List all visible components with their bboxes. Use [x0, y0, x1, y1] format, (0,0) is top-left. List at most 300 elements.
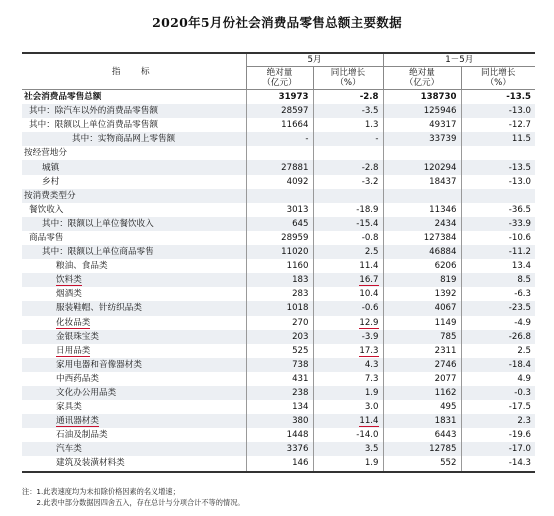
cell-value: 12785	[429, 444, 457, 455]
cell-value: -0.6	[361, 303, 379, 314]
cell-m-yoy	[313, 442, 383, 456]
row-label	[22, 358, 246, 372]
cell-y-abs	[383, 316, 461, 330]
table-row	[22, 344, 535, 358]
cell-value: -0.8	[361, 232, 379, 243]
cell-m-abs	[246, 273, 313, 287]
cell-y-yoy	[461, 372, 535, 386]
cell-y-yoy	[461, 146, 535, 160]
table-row	[22, 456, 535, 471]
row-label-text: 烟酒类	[56, 289, 82, 300]
cell-value: 2746	[434, 359, 457, 370]
cell-y-yoy	[461, 287, 535, 301]
cell-m-abs	[246, 146, 313, 160]
month-group-header: 5月	[246, 53, 383, 67]
table-row	[22, 400, 535, 414]
cell-value: 11664	[281, 120, 309, 131]
cell-value: 12.9	[359, 317, 379, 328]
row-label	[22, 146, 246, 160]
table-row	[22, 301, 535, 315]
row-label-text: 建筑及装潢材料类	[56, 458, 125, 469]
cell-y-abs	[383, 160, 461, 174]
cell-m-abs	[246, 358, 313, 372]
cell-m-abs	[246, 160, 313, 174]
cell-value: -15.4	[356, 218, 379, 229]
cell-m-yoy	[313, 287, 383, 301]
cell-value: 738	[292, 359, 309, 370]
cell-value: -3.2	[361, 176, 379, 187]
cell-y-yoy	[461, 259, 535, 273]
cell-value: 1162	[434, 388, 457, 399]
cell-m-abs	[246, 189, 313, 203]
row-label-text: 商品零售	[29, 232, 64, 243]
table-row	[22, 287, 535, 301]
cell-m-yoy	[313, 456, 383, 471]
cell-value: -2.8	[359, 92, 379, 103]
row-label	[22, 456, 246, 471]
cell-y-yoy	[461, 203, 535, 217]
row-label-text: 其中：除汽车以外的消费品零售额	[29, 106, 158, 117]
cell-value: 1.9	[364, 388, 379, 399]
cell-value: 28597	[281, 106, 309, 117]
cell-m-yoy	[313, 372, 383, 386]
cell-value: -14.3	[508, 458, 531, 469]
cell-m-abs	[246, 414, 313, 428]
table-row	[22, 316, 535, 330]
cell-value: 495	[440, 402, 457, 413]
indicator-header: 指 标	[22, 53, 246, 90]
cell-value: 1831	[434, 416, 457, 427]
row-label-text: 化妆品类	[56, 317, 91, 328]
row-label-text: 城镇	[42, 162, 60, 173]
cell-value: 28959	[281, 232, 309, 243]
cell-m-yoy	[313, 273, 383, 287]
cell-value: 1018	[286, 303, 309, 314]
cell-y-abs	[383, 372, 461, 386]
cell-value: 11020	[281, 247, 309, 258]
cell-value: 8.5	[517, 275, 531, 286]
cell-value: -11.2	[508, 247, 531, 258]
row-label	[22, 428, 246, 442]
cell-value: 18437	[429, 176, 457, 187]
cell-m-yoy	[313, 175, 383, 189]
cell-m-yoy	[313, 386, 383, 400]
cell-value: -13.0	[508, 106, 531, 117]
row-label-text: 粮油、食品类	[56, 261, 108, 272]
cell-y-yoy	[461, 231, 535, 245]
cell-value: -10.6	[508, 232, 531, 243]
cell-value: 11.4	[359, 261, 379, 272]
cell-value: 4092	[286, 176, 309, 187]
cell-m-yoy	[313, 316, 383, 330]
cell-y-yoy	[461, 217, 535, 231]
cell-m-abs	[246, 203, 313, 217]
cell-m-abs	[246, 104, 313, 118]
cell-value: 645	[292, 218, 309, 229]
retail-sales-table	[22, 52, 535, 473]
cell-y-yoy	[461, 344, 535, 358]
cell-m-abs	[246, 175, 313, 189]
cell-value: 819	[440, 275, 457, 286]
cell-y-abs	[383, 203, 461, 217]
cell-value: 1392	[434, 289, 457, 300]
cell-m-yoy	[313, 160, 383, 174]
row-label	[22, 287, 246, 301]
cell-value: 49317	[429, 120, 457, 131]
cell-m-yoy	[313, 301, 383, 315]
row-label-text: 石油及制品类	[56, 430, 108, 441]
table-row	[22, 175, 535, 189]
row-label-text: 其中：限额以上单位消费品零售额	[29, 120, 158, 131]
cell-value: 2.3	[517, 416, 531, 427]
cell-value: 16.7	[359, 275, 379, 286]
cell-value: 1448	[286, 430, 309, 441]
cell-value: -3.9	[361, 331, 379, 342]
cell-value: 1160	[286, 261, 309, 272]
cell-value: 270	[292, 317, 309, 328]
cell-m-yoy	[313, 358, 383, 372]
cell-value: 134	[292, 402, 309, 413]
cell-value: -17.0	[508, 444, 531, 455]
cell-m-abs	[246, 372, 313, 386]
row-label-text: 餐饮收入	[29, 204, 64, 215]
table-row	[22, 104, 535, 118]
cell-y-abs	[383, 259, 461, 273]
cell-y-abs	[383, 414, 461, 428]
cell-value: 11.4	[359, 416, 379, 427]
cell-y-abs	[383, 104, 461, 118]
cell-m-yoy	[313, 259, 383, 273]
cell-y-yoy	[461, 414, 535, 428]
cell-value: -2.8	[361, 162, 379, 173]
table-body	[22, 90, 535, 472]
cell-m-abs	[246, 400, 313, 414]
cell-value: 125946	[423, 106, 457, 117]
cell-y-yoy	[461, 400, 535, 414]
cell-value: 2.5	[364, 247, 379, 258]
cell-value: 1.3	[364, 120, 379, 131]
row-label	[22, 400, 246, 414]
cell-m-abs	[246, 217, 313, 231]
cell-value: 1149	[434, 317, 457, 328]
cell-value: -3.5	[361, 106, 379, 117]
cell-y-yoy	[461, 386, 535, 400]
cell-value: 6443	[434, 430, 457, 441]
cell-y-abs	[383, 245, 461, 259]
cell-value: -13.5	[506, 92, 531, 103]
cell-value: 4.9	[517, 373, 531, 384]
month-abs-header-text: 绝对量 （亿元）	[262, 68, 297, 88]
table-row	[22, 231, 535, 245]
table-row	[22, 203, 535, 217]
row-label	[22, 90, 246, 105]
cell-y-abs	[383, 386, 461, 400]
cell-y-abs	[383, 273, 461, 287]
cell-m-yoy	[313, 217, 383, 231]
cell-y-yoy	[461, 175, 535, 189]
row-label	[22, 132, 246, 146]
footnotes	[22, 486, 535, 508]
table-row	[22, 372, 535, 386]
cell-value: 3.0	[364, 402, 379, 413]
table-row	[22, 146, 535, 160]
row-label	[22, 217, 246, 231]
cell-m-abs	[246, 132, 313, 146]
row-label	[22, 231, 246, 245]
cell-y-abs	[383, 428, 461, 442]
row-label	[22, 175, 246, 189]
row-label	[22, 259, 246, 273]
cell-m-abs	[246, 259, 313, 273]
row-label-text: 按经营地分	[24, 148, 67, 159]
cell-value: -17.5	[508, 402, 531, 413]
cell-value: 2077	[434, 373, 457, 384]
table-row	[22, 189, 535, 203]
table-row	[22, 442, 535, 456]
cell-value: -13.5	[508, 162, 531, 173]
row-label-text: 社会消费品零售总额	[24, 92, 102, 103]
row-label	[22, 414, 246, 428]
cell-y-abs	[383, 301, 461, 315]
table-row	[22, 132, 535, 146]
cell-y-yoy	[461, 189, 535, 203]
cell-value: 11346	[429, 204, 457, 215]
cell-y-abs	[383, 287, 461, 301]
cell-value: 13.4	[511, 261, 531, 272]
cell-m-yoy	[313, 90, 383, 105]
cell-value: 283	[292, 289, 309, 300]
cell-value: 431	[292, 373, 309, 384]
month-abs-header	[246, 67, 313, 90]
ytd-yoy-header-text: 同比增长 （%）	[481, 68, 516, 88]
cell-value: 238	[292, 388, 309, 399]
cell-value: -23.5	[508, 303, 531, 314]
cell-m-yoy	[313, 330, 383, 344]
cell-value: -0.3	[514, 388, 531, 399]
cell-value: -13.0	[508, 176, 531, 187]
cell-value: -33.9	[508, 218, 531, 229]
cell-m-abs	[246, 330, 313, 344]
cell-m-abs	[246, 316, 313, 330]
cell-value: 146	[292, 458, 309, 469]
cell-m-yoy	[313, 189, 383, 203]
cell-m-abs	[246, 301, 313, 315]
row-label	[22, 104, 246, 118]
cell-value: 2311	[434, 345, 457, 356]
ytd-yoy-header	[461, 67, 535, 90]
cell-value: 1.9	[364, 458, 379, 469]
row-label	[22, 189, 246, 203]
row-label	[22, 118, 246, 132]
cell-value: 17.3	[359, 345, 379, 356]
cell-y-abs	[383, 189, 461, 203]
table-row	[22, 245, 535, 259]
cell-value: 10.4	[359, 289, 379, 300]
cell-value: 3013	[286, 204, 309, 215]
footnote-2: 2.此表中部分数据因四舍五入，存在总计与分项合计不等的情况。	[22, 498, 245, 507]
cell-y-abs	[383, 358, 461, 372]
ytd-group-header: 1－5月	[383, 53, 535, 67]
row-label-text: 饮料类	[56, 275, 82, 286]
cell-y-yoy	[461, 301, 535, 315]
cell-value: -12.7	[508, 120, 531, 131]
cell-y-abs	[383, 90, 461, 105]
cell-value: 4.3	[364, 359, 379, 370]
table-row	[22, 428, 535, 442]
cell-y-abs	[383, 330, 461, 344]
ytd-abs-header-text: 绝对量 （亿元）	[404, 68, 440, 88]
report-title: 2020年5月份社会消费品零售总额主要数据	[152, 15, 402, 30]
cell-m-yoy	[313, 146, 383, 160]
row-label-text: 金银珠宝类	[56, 331, 99, 342]
cell-m-yoy	[313, 231, 383, 245]
cell-y-yoy	[461, 428, 535, 442]
cell-value: 11.5	[511, 134, 531, 145]
cell-value: 46884	[429, 247, 457, 258]
cell-value: 525	[292, 345, 309, 356]
cell-y-yoy	[461, 456, 535, 471]
cell-m-yoy	[313, 104, 383, 118]
row-label	[22, 273, 246, 287]
table-row	[22, 386, 535, 400]
cell-m-yoy	[313, 203, 383, 217]
row-label-text: 家具类	[56, 402, 82, 413]
cell-value: 120294	[423, 162, 457, 173]
row-label	[22, 372, 246, 386]
cell-value: 27881	[281, 162, 309, 173]
table-row	[22, 358, 535, 372]
cell-value: 4067	[434, 303, 457, 314]
cell-y-yoy	[461, 358, 535, 372]
cell-value: 138730	[420, 92, 457, 103]
cell-y-abs	[383, 400, 461, 414]
cell-value: -36.5	[508, 204, 531, 215]
cell-value: 785	[440, 331, 457, 342]
cell-value: -18.4	[508, 359, 531, 370]
cell-y-yoy	[461, 160, 535, 174]
cell-value: 6206	[434, 261, 457, 272]
cell-value: 127384	[423, 232, 457, 243]
row-label-text: 家用电器和音像器材类	[56, 359, 142, 370]
table-row	[22, 414, 535, 428]
cell-m-abs	[246, 442, 313, 456]
cell-value: -6.3	[514, 289, 531, 300]
ytd-abs-header	[383, 67, 461, 90]
cell-y-yoy	[461, 132, 535, 146]
cell-y-yoy	[461, 104, 535, 118]
row-label-text: 其中：限额以上单位商品零售	[42, 247, 154, 258]
cell-y-abs	[383, 344, 461, 358]
cell-value: -14.0	[356, 430, 379, 441]
cell-value: 31973	[278, 92, 309, 103]
cell-m-yoy	[313, 118, 383, 132]
cell-value: -19.6	[508, 430, 531, 441]
cell-y-abs	[383, 217, 461, 231]
row-label	[22, 316, 246, 330]
cell-m-abs	[246, 245, 313, 259]
cell-m-yoy	[313, 400, 383, 414]
cell-m-abs	[246, 456, 313, 471]
cell-value: 203	[292, 331, 309, 342]
cell-y-abs	[383, 118, 461, 132]
footnote-1: 注：1.此表速度均为未扣除价格因素的名义增速；	[22, 487, 180, 496]
cell-m-yoy	[313, 245, 383, 259]
cell-m-yoy	[313, 132, 383, 146]
table-row	[22, 259, 535, 273]
month-yoy-header-text: 同比增长 （%）	[330, 68, 366, 88]
cell-m-abs	[246, 287, 313, 301]
row-label	[22, 386, 246, 400]
cell-value: -	[305, 134, 309, 145]
row-label	[22, 301, 246, 315]
table-row	[22, 118, 535, 132]
cell-value: -	[375, 134, 379, 145]
row-label-text: 乡村	[42, 176, 60, 187]
cell-m-yoy	[313, 414, 383, 428]
cell-m-abs	[246, 231, 313, 245]
cell-y-abs	[383, 231, 461, 245]
cell-y-abs	[383, 146, 461, 160]
cell-y-abs	[383, 132, 461, 146]
table-row	[22, 160, 535, 174]
cell-y-abs	[383, 175, 461, 189]
cell-m-yoy	[313, 428, 383, 442]
row-label-text: 按消费类型分	[24, 190, 76, 201]
cell-value: 552	[440, 458, 457, 469]
cell-value: 380	[292, 416, 309, 427]
table-row	[22, 90, 535, 105]
cell-m-abs	[246, 118, 313, 132]
row-label-text: 汽车类	[56, 444, 82, 455]
cell-y-yoy	[461, 316, 535, 330]
cell-value: 2434	[434, 218, 457, 229]
cell-value: 183	[292, 275, 309, 286]
cell-y-yoy	[461, 330, 535, 344]
cell-y-yoy	[461, 245, 535, 259]
row-label	[22, 442, 246, 456]
row-label-text: 日用品类	[56, 345, 91, 356]
cell-value: 7.3	[364, 373, 379, 384]
row-label	[22, 203, 246, 217]
cell-m-abs	[246, 428, 313, 442]
row-label	[22, 344, 246, 358]
cell-value: -4.9	[514, 317, 531, 328]
cell-m-abs	[246, 344, 313, 358]
cell-value: 33739	[429, 134, 457, 145]
cell-y-yoy	[461, 442, 535, 456]
row-label-text: 服装鞋帽、针纺织品类	[56, 303, 142, 314]
row-label	[22, 330, 246, 344]
table-row	[22, 217, 535, 231]
cell-m-yoy	[313, 344, 383, 358]
cell-y-yoy	[461, 118, 535, 132]
cell-y-abs	[383, 442, 461, 456]
row-label-text: 其中：限额以上单位餐饮收入	[42, 218, 154, 229]
cell-y-abs	[383, 456, 461, 471]
table-row	[22, 330, 535, 344]
cell-y-yoy	[461, 273, 535, 287]
cell-value: 2.5	[517, 345, 531, 356]
table-row	[22, 273, 535, 287]
row-label-text: 其中：实物商品网上零售额	[72, 134, 176, 145]
cell-m-abs	[246, 90, 313, 105]
cell-value: 3376	[286, 444, 309, 455]
cell-value: -18.9	[356, 204, 379, 215]
row-label-text: 文化办公用品类	[56, 388, 117, 399]
cell-m-abs	[246, 386, 313, 400]
cell-value: 3.5	[364, 444, 379, 455]
row-label	[22, 160, 246, 174]
